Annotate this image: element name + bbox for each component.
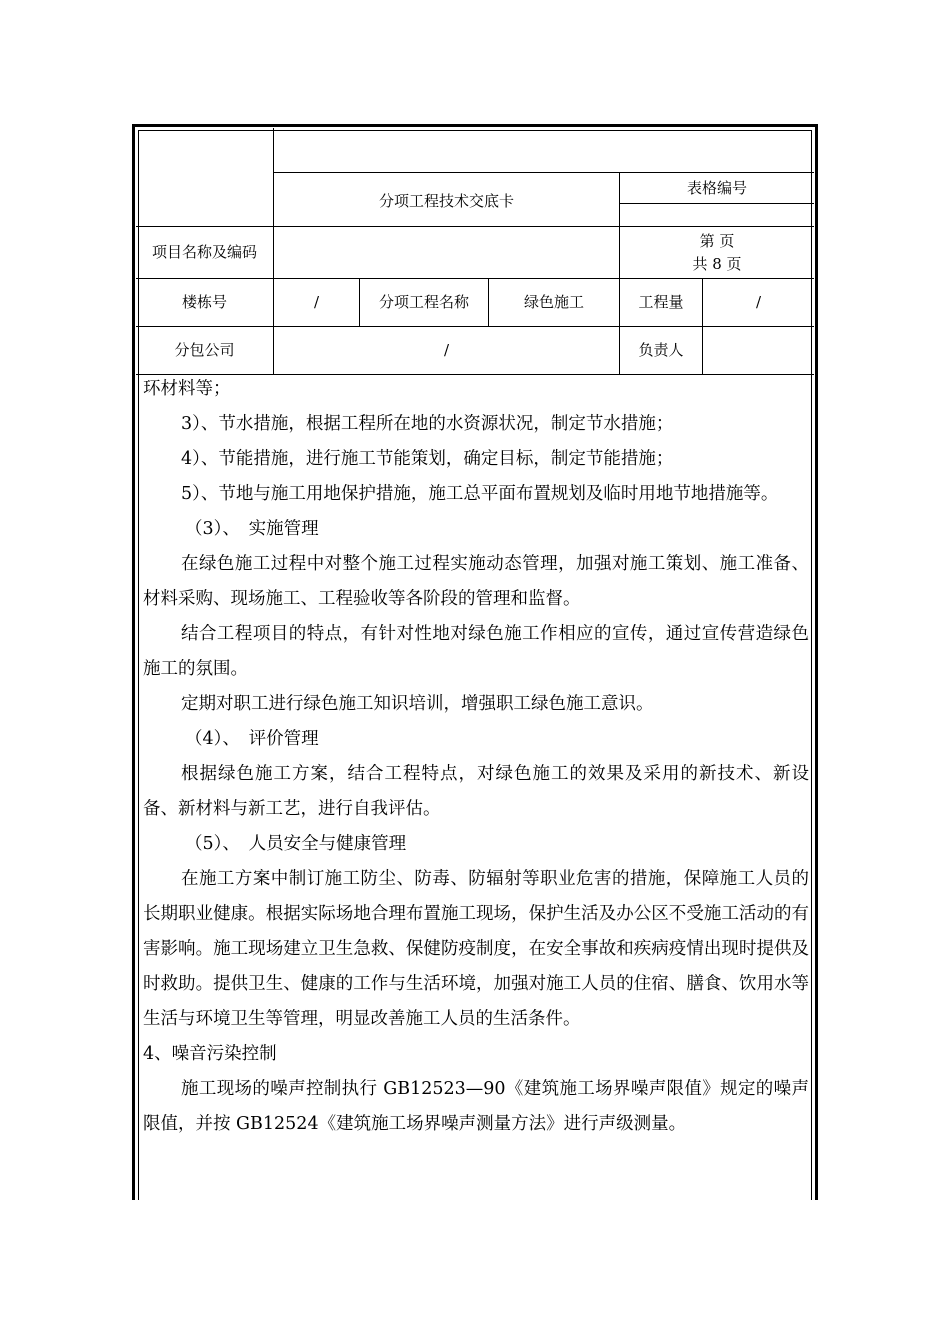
form-number-label: 表格编号	[686, 178, 747, 197]
paragraph: 结合工程项目的特点，有针对性地对绿色施工作相应的宣传，通过宣传营造绿色施工的氛围。	[143, 624, 809, 679]
document-body	[143, 372, 809, 1142]
total-pages: 共 8 页	[692, 254, 742, 273]
paragraph: 根据绿色施工方案，结合工程特点，对绿色施工的效果及采用的新技术、新设备、新材料与新工艺，进行自我评估。	[143, 764, 809, 819]
paragraph: 3）、节水措施，根据工程所在地的水资源状况，制定节水措施；	[181, 414, 674, 434]
form-title: 分项工程技术交底卡	[378, 192, 514, 211]
quantity-label: 工程量	[638, 293, 684, 312]
paragraph: 在施工方案中制订施工防尘、防毒、防辐射等职业危害的措施，保障施工人员的长期职业健康。根据实际场地合理布置施工现场，保护生活及办公区不受施工活动的有害影响。施工现场建立卫生急救、保健防疫制度，在安全事故和疾病疫情出现时提供及时救助。提供卫生、健康的工作与生活环境，加强对施工人员的住宿、膳食、饮用水等生活与环境卫生等管理，明显改善施工人员的生活条件。	[143, 869, 809, 1029]
project-label: 项目名称及编码	[151, 243, 257, 262]
paragraph: 定期对职工进行绿色施工知识培训，增强职工绿色施工意识。	[181, 694, 654, 714]
page-info	[620, 227, 814, 278]
paragraph: 5）、节地与施工用地保护措施，施工总平面布置规划及临时用地节地措施等。	[181, 484, 779, 504]
section-heading: （4）、 评价管理	[185, 729, 319, 749]
sub-project-value: 绿色施工	[523, 293, 584, 312]
building-label: 楼栋号	[181, 293, 227, 312]
responsible-label: 负责人	[638, 341, 684, 360]
section-heading: （3）、 实施管理	[185, 519, 319, 539]
building-value: /	[313, 293, 320, 312]
subcontractor-value: /	[443, 341, 450, 360]
responsible-value	[703, 327, 814, 374]
quantity-value: /	[755, 293, 762, 312]
paragraph: 环材料等；	[143, 379, 231, 399]
subcontractor-label: 分包公司	[174, 341, 235, 360]
page-number: 第 页	[699, 232, 735, 250]
sub-project-label: 分项工程名称	[378, 293, 469, 312]
paragraph: 在绿色施工过程中对整个施工过程实施动态管理，加强对施工策划、施工准备、材料采购、现场施工、工程验收等各阶段的管理和监督。	[143, 554, 809, 609]
paragraph: 施工现场的噪声控制执行 GB12523—90《建筑施工场界噪声限值》规定的噪声限值，并按 GB12524《建筑施工场界噪声测量方法》进行声级测量。	[143, 1079, 809, 1134]
paragraph: 4）、节能措施，进行施工节能策划，确定目标，制定节能措施；	[181, 449, 674, 469]
project-value	[274, 227, 619, 278]
section-heading: （5）、 人员安全与健康管理	[185, 834, 407, 854]
form-number-value	[620, 204, 814, 226]
section-heading: 4、噪音污染控制	[143, 1044, 277, 1064]
